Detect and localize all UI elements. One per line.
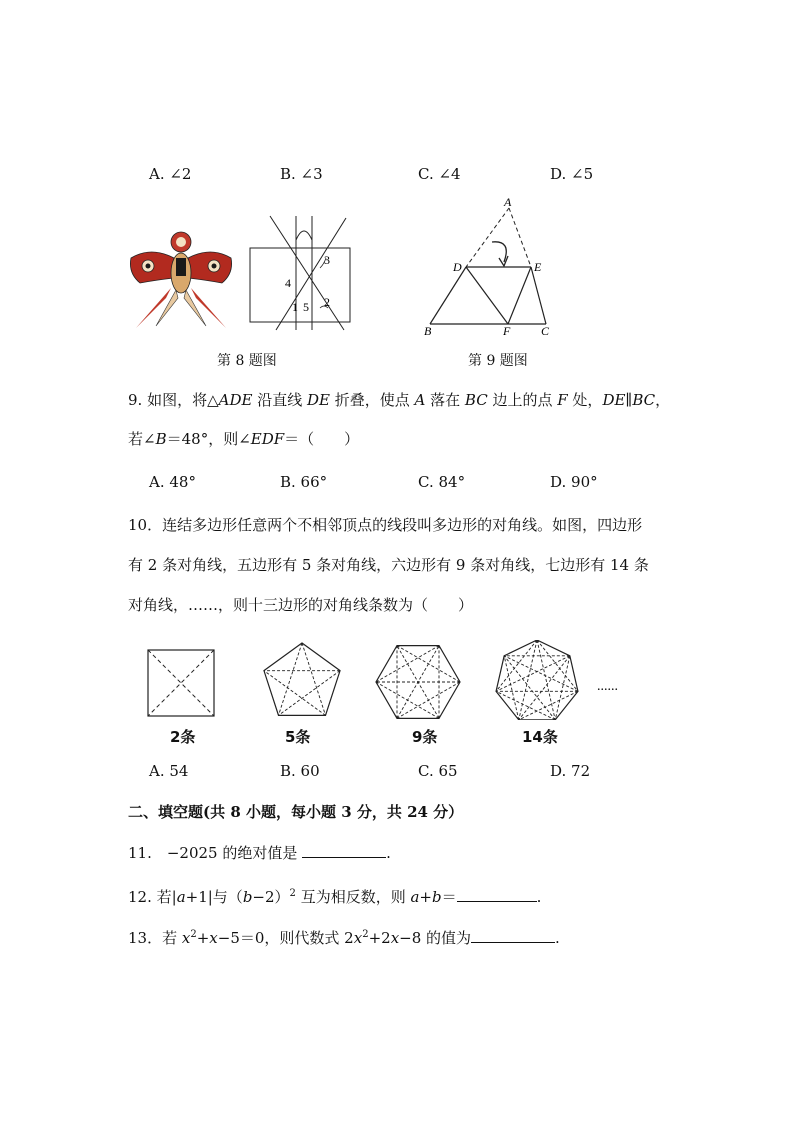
pentagon-figure: [264, 643, 340, 715]
q8-option-b: B. ∠3: [280, 165, 323, 183]
q10-option-a: A. 54: [149, 762, 189, 780]
q9-option-a: A. 48°: [149, 473, 196, 491]
q11-question: 11. −2025 的绝对值是 .: [128, 844, 391, 862]
q9-label-c: C: [541, 324, 550, 338]
q9-option-c: C. 84°: [418, 473, 466, 491]
q12-answer-blank[interactable]: [457, 887, 537, 902]
q11-answer-blank[interactable]: [302, 843, 386, 858]
q13-answer-blank[interactable]: [471, 928, 555, 943]
q10-option-b: B. 60: [280, 762, 320, 780]
q9-label-a: A: [504, 195, 512, 209]
q10-question-line2: 有 2 条对角线，五边形有 5 条对角线，六边形有 9 条对角线，七边形有 14 条: [128, 556, 649, 574]
q8-label-4: 4: [285, 276, 291, 290]
q10-option-c: C. 65: [418, 762, 458, 780]
kite-image: [126, 228, 236, 330]
q8-label-2: 2: [324, 295, 330, 309]
q10-label-hexagon: 9条: [412, 728, 438, 746]
q9-caption: 第 9 题图: [468, 353, 528, 369]
q10-label-square: 2条: [170, 728, 196, 746]
q9-figure: [420, 192, 560, 338]
q9-label-e: E: [534, 260, 542, 274]
hexagon-figure: [376, 646, 460, 719]
q8-label-3: 3: [324, 253, 330, 267]
q13-question: 13．若 $x^2+x-5=0$，则代数式 $2x^2+2x-8$ 的值为 .: [128, 929, 560, 947]
q9-option-b: B. 66°: [280, 473, 328, 491]
q10-label-heptagon: 14条: [522, 728, 558, 746]
square-figure: [148, 650, 214, 716]
q10-label-pentagon: 5条: [285, 728, 311, 746]
q9-label-f: F: [503, 324, 511, 338]
section2-title: 二、填空题(共 8 小题，每小题 3 分，共 24 分）: [128, 803, 464, 821]
q10-question-line1: 10．连结多边形任意两个不相邻顶点的线段叫多边形的对角线。如图，四边形: [128, 516, 643, 534]
q8-option-a: A. ∠2: [149, 165, 192, 183]
q8-label-5: 5: [303, 300, 309, 314]
q9-label-d: D: [453, 260, 462, 274]
q9-option-d: D. 90°: [550, 473, 598, 491]
q8-figure: [240, 212, 360, 334]
q10-polygons: [140, 640, 640, 720]
q9-question-line1: 9. 如图，将△ADE 沿直线 DE 折叠，使点 A 落在 BC 边上的点 F 处，DE∥BC，: [128, 391, 671, 409]
q9-question-line2: 若∠B＝48°，则∠EDF＝（ ）: [128, 430, 360, 448]
q9-label-b: B: [424, 324, 432, 338]
q12-question: 12. 若|a+1|与$(b-2)^2$ 互为相反数，则 a+b＝ .: [128, 888, 542, 906]
heptagon-figure: [496, 640, 578, 720]
q10-option-d: D. 72: [550, 762, 591, 780]
q10-question-line3: 对角线，……，则十三边形的对角线条数为（ ）: [128, 596, 474, 614]
q10-ellipsis: ......: [597, 679, 618, 694]
q8-option-c: C. ∠4: [418, 165, 461, 183]
q8-option-d: D. ∠5: [550, 165, 594, 183]
q8-caption: 第 8 题图: [217, 353, 277, 369]
q8-label-1: 1: [292, 300, 298, 314]
